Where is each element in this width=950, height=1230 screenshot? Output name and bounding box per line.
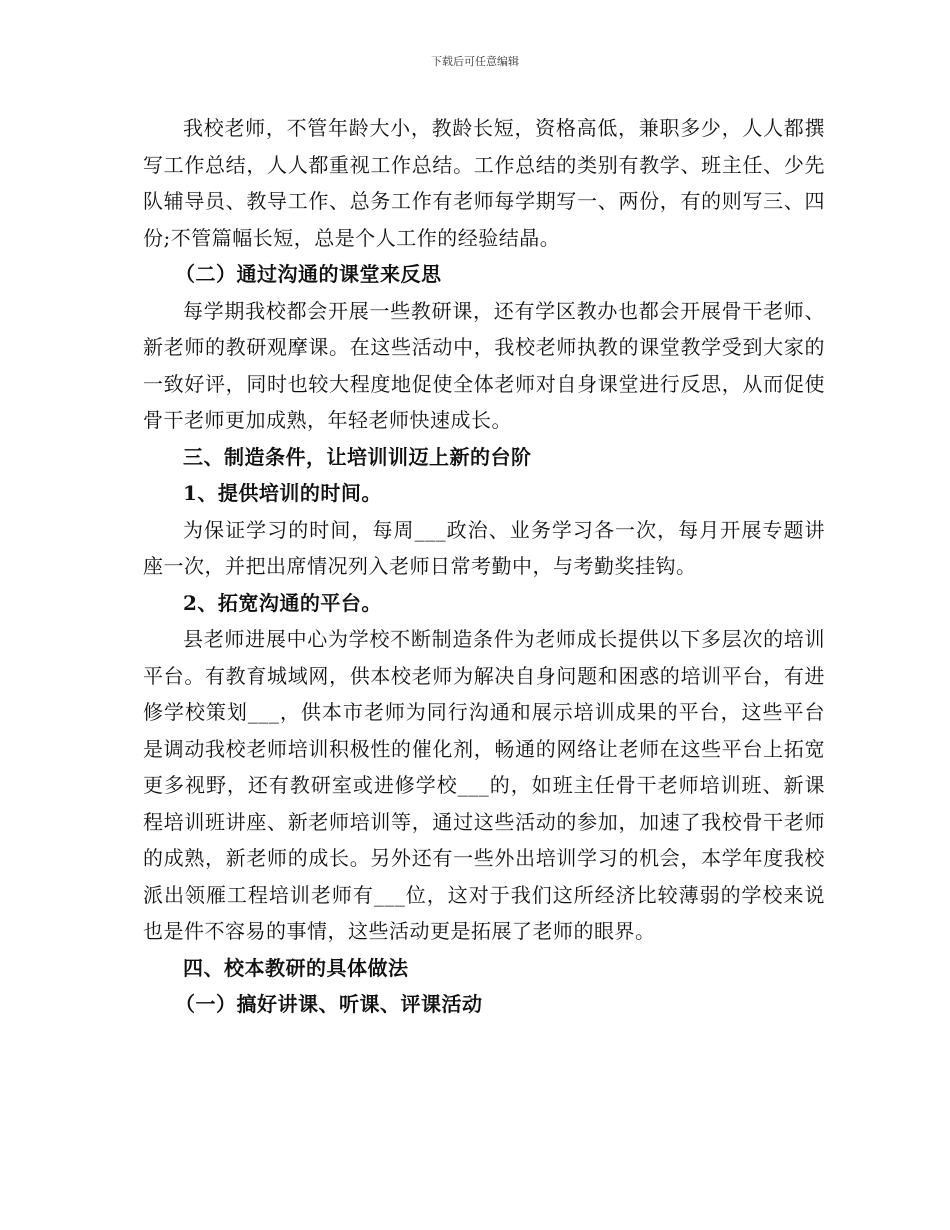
paragraph-study-time: 为保证学习的时间，每周___政治、业务学习各一次，每月开展专题讲座一次，并把出席情况列入老师日常考勤中，与考勤奖挂钩。 — [143, 517, 825, 578]
heading-section-four: 四、校本教研的具体做法 — [183, 955, 409, 980]
document-body — [143, 110, 825, 1023]
page-header: 下载后可任意编辑 — [431, 55, 519, 68]
paragraph-teaching-research: 每学期我校都会开展一些教研课，还有学区教办也都会开展骨干老师、新老师的教研观摩课。在这些活动中，我校老师执教的课堂教学受到大家的一致好评，同时也较大程度地促使全体老师对自身课堂进行反思，从而促使骨干老师更加成熟，年轻老师快速成长。 — [143, 298, 825, 432]
heading-training-time: 1、提供培训的时间。 — [183, 481, 382, 505]
heading-section-three: 三、制造条件，让培训训迈上新的台阶 — [183, 444, 532, 469]
heading-lecture-activities: （一）搞好讲课、听课、评课活动 — [175, 992, 483, 1016]
paragraph-training-platforms: 县老师进展中心为学校不断制造条件为老师成长提供以下多层次的培训平台。有教育城域网，供本校老师为解决自身问题和困惑的培训平台，有进修学校策划___，供本市老师为同行沟通和展示培训成果的平台，这些平台是调动我校老师培训积极性的催化剂，畅通的网络让老师在这些平台上拓宽更多视野，还有教研室或进修学校___的，如班主任骨干老师培训班、新课程培训班讲座、新老师培训等，通过这些活动的参加，加速了我校骨干老师的成熟，新老师的成长。另外还有一些外出培训学习的机会，本学年度我校派出领雁工程培训老师有___位，这对于我们这所经济比较薄弱的学校来说也是件不容易的事情，这些活动更是拓展了老师的眼界。 — [143, 627, 825, 943]
heading-classroom-reflection: （二）通过沟通的课堂来反思 — [175, 262, 442, 286]
heading-communication-platform: 2、拓宽沟通的平台。 — [183, 590, 382, 615]
paragraph-work-summary: 我校老师，不管年龄大小，教龄长短，资格高低，兼职多少，人人都撰写工作总结，人人都重视工作总结。工作总结的类别有教学、班主任、少先队辅导员、教导工作、总务工作有老师每学期写一、两份，有的则写三、四份;不管篇幅长短，总是个人工作的经验结晶。 — [143, 116, 825, 250]
